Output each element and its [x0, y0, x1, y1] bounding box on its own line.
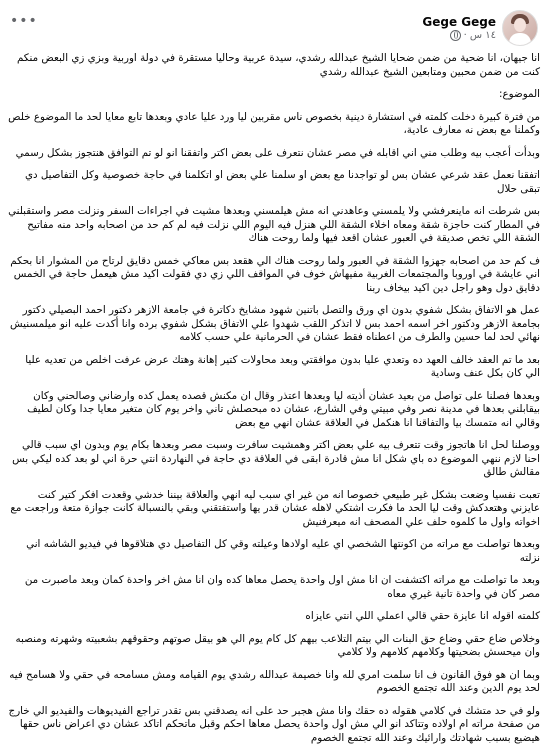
post-paragraph: وبما ان هو فوق القانون ف انا سلمت امري لله وانا خصيمة عبدالله رشدي يوم القيامه ومش مسامحه في حقي ولا هسامح فيه لحد يوم الدين وعند الله تجتمع الخصوم	[9, 668, 540, 694]
post-paragraph: عمل هو الاتفاق بشكل شفوي بدون اي ورق والتصل باتنين شهود مشايخ دكاترة في جامعة الازهر دكتور احمد البصيلي دكتور بجامعة الازهر ودكتور اخر اسمه احمد بس لا اتذكر اللقب شهدوا علي الاتفاق بشكل شفوي برده وانا أكدت عليه انو ميلمسنيش نهائي لحد لما حسين والطرف من اعطناه فقط عشان في الحرمانية علي حسب كلامه	[10, 304, 540, 343]
post-paragraph: انا جيهان، انا ضحية من ضمن ضحايا الشيخ عبدالله رشدي، سيدة عربية وحاليا مستقرة في دولة اوربية وبزي زي البعض منكم كنت من ضمن محبين ومتابعين الشيخ عبدالله رشدي	[16, 52, 540, 78]
profile-avatar[interactable]	[502, 10, 538, 46]
post-paragraph: كلمته اقوله انا عايزة حقي قالي اعملي اللي انتي عايزاه	[305, 610, 540, 622]
author-name[interactable]: Gege Gege	[422, 14, 496, 29]
post-timestamp[interactable]: ١٤ س	[469, 29, 496, 41]
post-paragraph: وبدأت أعجب بيه وطلب مني اني اقابله في مصر عشان نتعرف على بعض اكتر واتفقنا انو لو تم التوافق هنتجوز بشكل رسمي	[15, 146, 540, 159]
more-options-icon[interactable]: •••	[10, 13, 38, 29]
post-paragraph: وبعدها فصلنا على تواصل من بعيد عشان أذيته ليا وبعدها اعتذر وقال ان مكنش قصده يعمل كده وارضاني وصالحني وكان بيقابلني بعدها في مدينة نصر وفي مبيتي وفي الشارع، عشان ده مبحصلش تاني واخر يوم كان متغير معايا جدا وكان لطيف وقالي انه متمسك بيا والتفاقنا انا هنكمل في العلاقة عشان انهي مع بعض	[27, 389, 540, 429]
post-paragraph: ف كم حد من اصحابه جهزوا الشقة في العبور ولما روحت هناك الي هقعد بس معاكي خمس دقايق لرتاح من المشوار انا بحكم اني عايشة في اوروبا والمجتمعات الغربية مفيهاش خوف في المواقف اللي زي دي فقولت اكيد مش هيعمل حاجة في الخمس دقايق دول وهو راجل دين اكيد بيخاف ربنا	[10, 254, 540, 294]
post-paragraph: وبعد ما تواصلت مع مراته اكتشفت ان انا مش اول واحدة يحصل معاها كده وان انا مش اخر واحدة كمان وبعد ماصبرت من مصر كان في واحدة تانية غيري معاه	[24, 574, 540, 600]
post-paragraph: الموضوع:	[499, 88, 540, 100]
post-meta-line	[450, 29, 496, 42]
post-paragraph: وبعدها تواصلت مع مراته من اكونتها الشخصي اي عليه اولادها وعيلته وقي كل التفاصيل دي هتلاقوها في فيديو الشاشه اني نزلته	[26, 538, 540, 564]
post-paragraph: اتفقنا نعمل عقد شرعي عشان بس لو تواجدنا مع بعض او سلمنا علي بعض او اتكلمنا في حاجة خصوصية وكل التفاصيل دي تبقى حلال	[24, 169, 540, 195]
post-paragraph: ولو في حد متشك في كلامي هقوله ده حقك وانا مش هجبر حد على انه يصدقني بس تقدر تراجع الفيديوهات والفيديو الي خارج من صفحة مراته ام اولاده وتتاكد انو الي مش اول واحدة يحصل معاها احكم وقبل ماتحكم اتاكد عشان دي اعراض ناس حقها هيضيع بسبب شهادتك وارائيك وعند الله تجتمع الخصوم	[8, 704, 540, 744]
post-paragraph: بس شرطت انه ماينعرفشي ولا يلمسني وعاهدني انه مش هيلمسني وبعدها مشيت في اجراءات السفر ونزلت مصر واستقبلني في المطار كنت حاجزة شقة ومعاه اخلاء الشقة اللي هنزل فيه اليوم اللي نزلت فيه لم كم حد من اصحابه واحد منه مفاتيح الشقة اللي تخص صديقة في العبور عشان اقعد فيها ولما روحت هناك	[8, 205, 540, 244]
globe-icon	[450, 30, 461, 41]
post-paragraph: وخلاص ضاع حقي وضاع حق البنات الي بيتم التلاعب بيهم كل كام يوم الي هو بيقل صوتهم وحقوقهم بشعبيته وشهرته ومنصبه وان ميحسش بضحيتها وكلامهم كلامهم ولا كلامي	[15, 632, 540, 658]
post-paragraph: تعبت نفسيا وضعت بشكل غير طبيعي خصوصا انه من غير اي سبب ليه انهي والعلاقة بيننا خدشي وقعدت افكر كتير كنت عايزني وهتعدكش وقت ليا الحد ما فكرت اشتكي لاهله عشان قدر يها واستفتقني وبقي بالنسبالة كانت جوازة متعة وراجعت مع اخواته واول ما كلموه حلف علي المصحف انه ميعرفنيش	[10, 488, 540, 528]
post-paragraph: ووصلنا لحل انا هاتجوز وقت تتعرف بيه علي بعض اكتر وهمشيت سافرت وسبت مصر وبعدها بكام يوم وبدون اي سبب قالي احنا لازم ننهي الموضوع ده باي شكل انا مش قادرة ابقى في العلاقة دي حاجة في النهاردة انتي حرة اني لو بعد كده ليكي بس مقالش طالق	[12, 439, 540, 478]
post-body	[8, 52, 540, 754]
author-meta	[422, 15, 496, 42]
post-header	[422, 10, 538, 46]
post-paragraph: بعد ما تم العقد خالف العهد ده وتعدي عليا بدون موافقتي وبعد محاولات كتير إهانة وهتك عرض عرفت اخلص من تعديه عليا الي كان بكل عنف وسادية	[25, 353, 540, 379]
meta-separator: ·	[463, 29, 467, 41]
post-paragraph: من فترة كبيرة دخلت كلمته في استشارة دينية بخصوص ناس مقربين ليا ورد عليا عادي وبعدها تابع معايا لحد ما الموضوع خلص وكملنا مع بعض نه معارف عادية،	[8, 110, 540, 136]
